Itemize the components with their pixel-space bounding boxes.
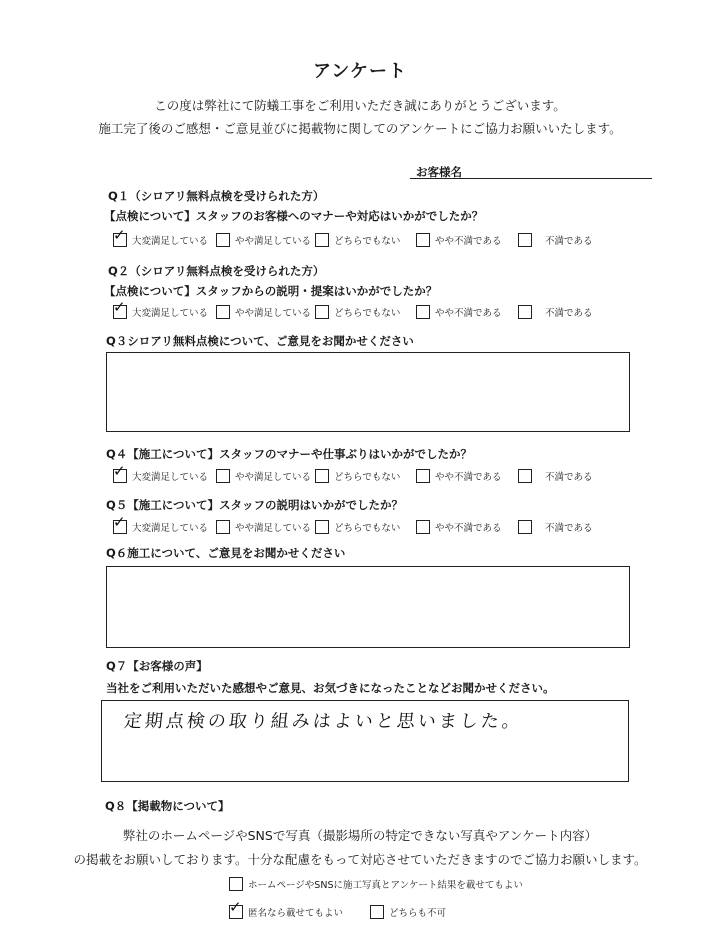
q8-option-anonymous[interactable] xyxy=(229,898,344,919)
rating-option[interactable] xyxy=(216,520,311,534)
rating-option[interactable] xyxy=(518,233,593,247)
check-mark-icon: ✓ xyxy=(113,298,126,316)
rating-checkbox[interactable] xyxy=(216,305,230,319)
rating-option-label: やや満足している xyxy=(235,236,312,247)
q1-question: 【点検について】スタッフのお客様へのマナーや対応はいかがでしたか？ xyxy=(104,209,484,223)
q1-options xyxy=(0,226,720,251)
rating-option-label: やや満足している xyxy=(235,523,312,534)
rating-option[interactable] xyxy=(518,520,593,534)
rating-checkbox[interactable] xyxy=(315,305,329,319)
q8-checkbox[interactable] xyxy=(229,898,243,919)
rating-option[interactable] xyxy=(518,469,593,483)
q3-answer-box[interactable] xyxy=(106,352,630,432)
check-mark-icon: ✓ xyxy=(113,462,126,480)
rating-option[interactable] xyxy=(518,305,593,319)
q7-answer-text: 定期点検の取り組みはよいと思いました。 xyxy=(122,711,524,732)
rating-checkbox[interactable] xyxy=(216,233,230,247)
rating-checkbox[interactable] xyxy=(113,462,127,483)
q6-label: Q６施工について、ご意見をお聞かせください xyxy=(106,546,346,560)
rating-option[interactable] xyxy=(315,469,400,483)
customer-name-label: お客様名 xyxy=(416,165,462,179)
rating-checkbox[interactable] xyxy=(315,233,329,247)
rating-option[interactable] xyxy=(113,298,209,319)
rating-checkbox[interactable] xyxy=(216,469,230,483)
q5-label: Q５【施工について】スタッフの説明はいかがでしたか？ xyxy=(106,498,404,512)
rating-checkbox[interactable] xyxy=(416,469,430,483)
rating-option-label: やや不満である xyxy=(435,523,502,534)
rating-option-label: やや不満である xyxy=(435,236,502,247)
rating-checkbox[interactable] xyxy=(315,469,329,483)
rating-checkbox[interactable] xyxy=(315,520,329,534)
rating-option[interactable] xyxy=(216,233,311,247)
q8-option-label: どちらも不可 xyxy=(389,908,447,919)
rating-option-label: どちらでもない xyxy=(334,308,401,319)
rating-checkbox[interactable] xyxy=(416,520,430,534)
q2-options xyxy=(0,298,720,323)
q2-question: 【点検について】スタッフからの説明・提案はいかがでしたか？ xyxy=(104,284,438,298)
q8-checkbox[interactable] xyxy=(229,877,243,891)
rating-option[interactable] xyxy=(216,305,311,319)
customer-name-field[interactable] xyxy=(410,178,652,179)
check-mark-icon: ✓ xyxy=(113,513,126,531)
q7-label: Q７【お客様の声】 xyxy=(106,659,208,673)
q6-answer-box[interactable] xyxy=(106,566,630,648)
rating-checkbox[interactable] xyxy=(518,305,532,319)
q4-options xyxy=(0,462,720,487)
rating-checkbox[interactable] xyxy=(518,520,532,534)
rating-option-label: どちらでもない xyxy=(334,472,401,483)
rating-option[interactable] xyxy=(315,233,400,247)
rating-checkbox[interactable] xyxy=(113,226,127,247)
rating-option[interactable] xyxy=(416,520,502,534)
q1-label: Q１（シロアリ無料点検を受けられた方） xyxy=(108,189,325,203)
rating-option[interactable] xyxy=(113,462,209,483)
q8-checkbox[interactable] xyxy=(370,905,384,919)
rating-option-label: どちらでもない xyxy=(334,236,401,247)
rating-option-label: やや不満である xyxy=(435,308,502,319)
rating-option[interactable] xyxy=(416,469,502,483)
rating-option[interactable] xyxy=(416,233,502,247)
q8-label: Q８【掲載物について】 xyxy=(105,799,230,813)
q8-body-line-2: の掲載をお願いしております。十分な配慮をもって対応させていただきますのでご協力お願いします。 xyxy=(73,852,647,867)
rating-checkbox[interactable] xyxy=(518,469,532,483)
rating-option-label: 不満である xyxy=(545,523,593,534)
intro-line-2: 施工完了後のご感想・ご意見並びに掲載物に関してのアンケートにご協力お願いいたします。 xyxy=(98,121,622,136)
check-mark-icon: ✓ xyxy=(229,898,242,916)
rating-option-label: やや満足している xyxy=(235,472,312,483)
q8-option-none[interactable] xyxy=(370,905,446,919)
rating-option[interactable] xyxy=(113,513,209,534)
q5-options xyxy=(0,513,720,538)
q7-answer-box[interactable] xyxy=(101,700,629,782)
rating-checkbox[interactable] xyxy=(216,520,230,534)
rating-option-label: どちらでもない xyxy=(334,523,401,534)
q8-option-allow-all[interactable] xyxy=(229,877,523,891)
q3-label: Q３シロアリ無料点検について、ご意見をお聞かせください xyxy=(106,334,414,348)
q4-label: Q４【施工について】スタッフのマナーや仕事ぶりはいかがでしたか？ xyxy=(106,447,473,461)
q8-body-line-1: 弊社のホームページやSNSで写真（撮影場所の特定できない写真やアンケート内容） xyxy=(122,828,598,843)
q8-option-label: 匿名なら載せてもよい xyxy=(248,908,344,919)
rating-option-label: 大変満足している xyxy=(132,308,209,319)
rating-option-label: 不満である xyxy=(545,472,593,483)
rating-option-label: やや満足している xyxy=(235,308,312,319)
q8-option-label: ホームページやSNSに施工写真とアンケート結果を載せてもよい xyxy=(248,880,523,891)
rating-option-label: 大変満足している xyxy=(132,523,209,534)
q7-question: 当社をご利用いただいた感想やご意見、お気づきになったことなどお聞かせください。 xyxy=(106,681,555,695)
rating-checkbox[interactable] xyxy=(416,305,430,319)
rating-checkbox[interactable] xyxy=(113,513,127,534)
rating-option-label: 不満である xyxy=(545,308,593,319)
rating-option-label: 大変満足している xyxy=(132,472,209,483)
rating-option-label: やや不満である xyxy=(435,472,502,483)
q2-label: Q２（シロアリ無料点検を受けられた方） xyxy=(108,264,325,278)
rating-option[interactable] xyxy=(416,305,502,319)
check-mark-icon: ✓ xyxy=(113,226,126,244)
rating-option-label: 不満である xyxy=(545,236,593,247)
rating-checkbox[interactable] xyxy=(416,233,430,247)
rating-option[interactable] xyxy=(315,520,400,534)
rating-checkbox[interactable] xyxy=(518,233,532,247)
rating-checkbox[interactable] xyxy=(113,298,127,319)
rating-option[interactable] xyxy=(113,226,209,247)
intro-line-1: この度は弊社にて防蟻工事をご利用いただき誠にありがとうございます。 xyxy=(154,98,566,113)
rating-option[interactable] xyxy=(315,305,400,319)
rating-option-label: 大変満足している xyxy=(132,236,209,247)
rating-option[interactable] xyxy=(216,469,311,483)
page-title: アンケート xyxy=(313,61,407,82)
